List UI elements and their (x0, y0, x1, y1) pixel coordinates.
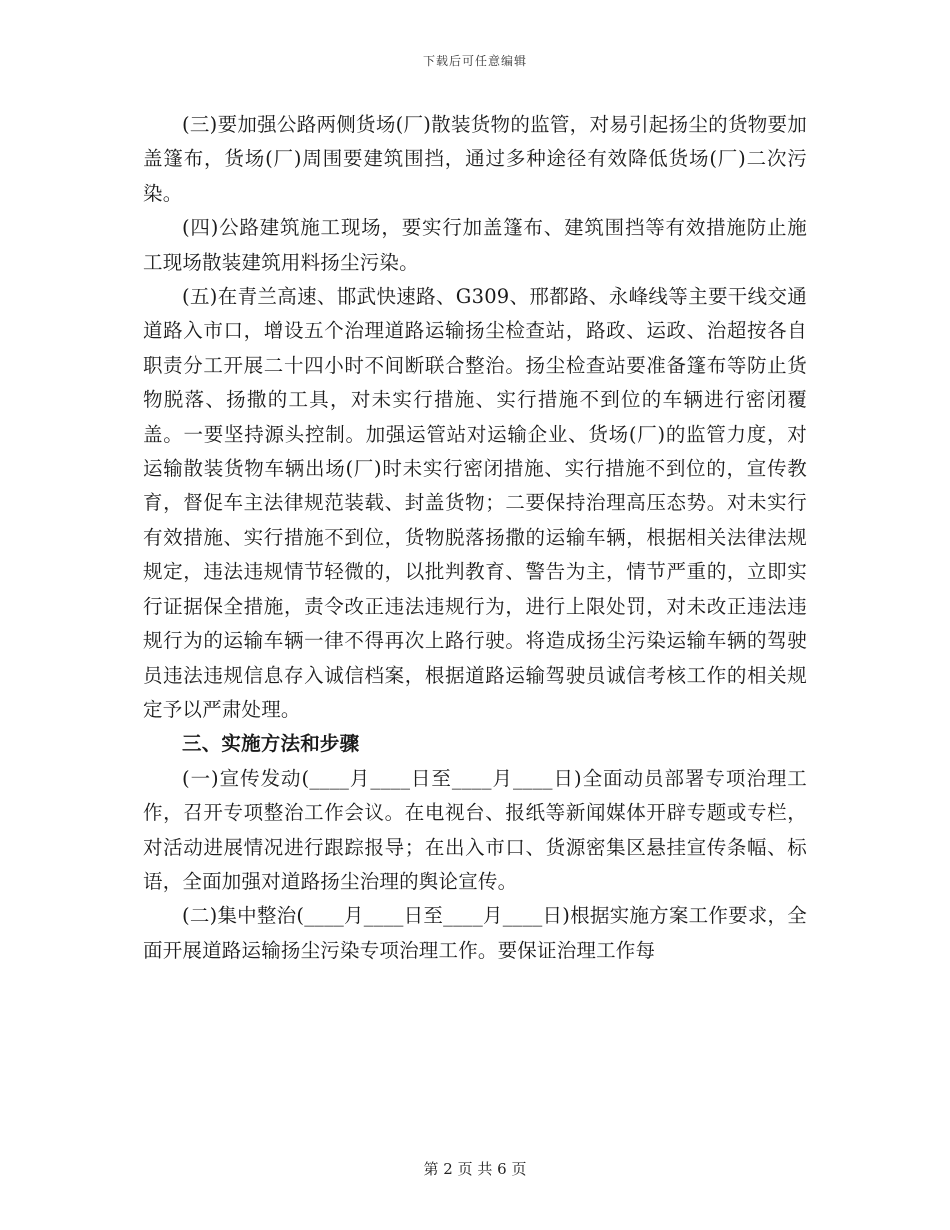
document-body (143, 108, 807, 968)
step-paragraph-1: (一)宣传发动(____月____日至____月____日)全面动员部署专项治理工作，召开专项整治工作会议。在电视台、报纸等新闻媒体开辟专题或专栏，对活动进展情况进行跟踪报导；在出入市口、货源密集区悬挂宣传条幅、标语，全面加强对道路扬尘治理的舆论宣传。 (143, 766, 807, 893)
step-paragraph-2: (二)集中整治(____月____日至____月____日)根据实施方案工作要求，全面开展道路运输扬尘污染专项治理工作。要保证治理工作每 (143, 904, 807, 962)
paragraph-item-4: (四)公路建筑施工现场，要实行加盖篷布、建筑围挡等有效措施防止施工现场散装建筑用料扬尘污染。 (143, 216, 807, 274)
section-heading: 三、实施方法和步骤 (182, 732, 360, 756)
page-number-footer: 第 2 页 共 6 页 (423, 1160, 527, 1178)
paragraph-item-3: (三)要加强公路两侧货场(厂)散装货物的监管，对易引起扬尘的货物要加盖篷布，货场(厂)周围要建筑围挡，通过多种途径有效降低货场(厂)二次污染。 (143, 113, 807, 205)
paragraph-item-5: (五)在青兰高速、邯武快速路、G309、邢都路、永峰线等主要干线交通道路入市口，增设五个治理道路运输扬尘检查站，路政、运政、治超按各自职责分工开展二十四小时不间断联合整治。扬尘检查站要准备篷布等防止货物脱落、扬撒的工具，对未实行措施、实行措施不到位的车辆进行密闭覆盖。一要坚持源头控制。加强运管站对运输企业、货场(厂)的监管力度，对运输散装货物车辆出场(厂)时未实行密闭措施、实行措施不到位的，宣传教育，督促车主法律规范装载、封盖货物；二要保持治理高压态势。对未实行有效措施、实行措施不到位，货物脱落扬撒的运输车辆，根据相关法律法规规定，违法违规情节轻微的，以批判教育、警告为主，情节严重的，立即实行证据保全措施，责令改正违法违规行为，进行上限处罚，对未改正违法违规行为的运输车辆一律不得再次上路行驶。将造成扬尘污染运输车辆的驾驶员违法违规信息存入诚信档案，根据道路运输驾驶员诚信考核工作的相关规定予以严肃处理。 (143, 285, 807, 721)
page-header-note: 下载后可任意编辑 (422, 54, 527, 68)
